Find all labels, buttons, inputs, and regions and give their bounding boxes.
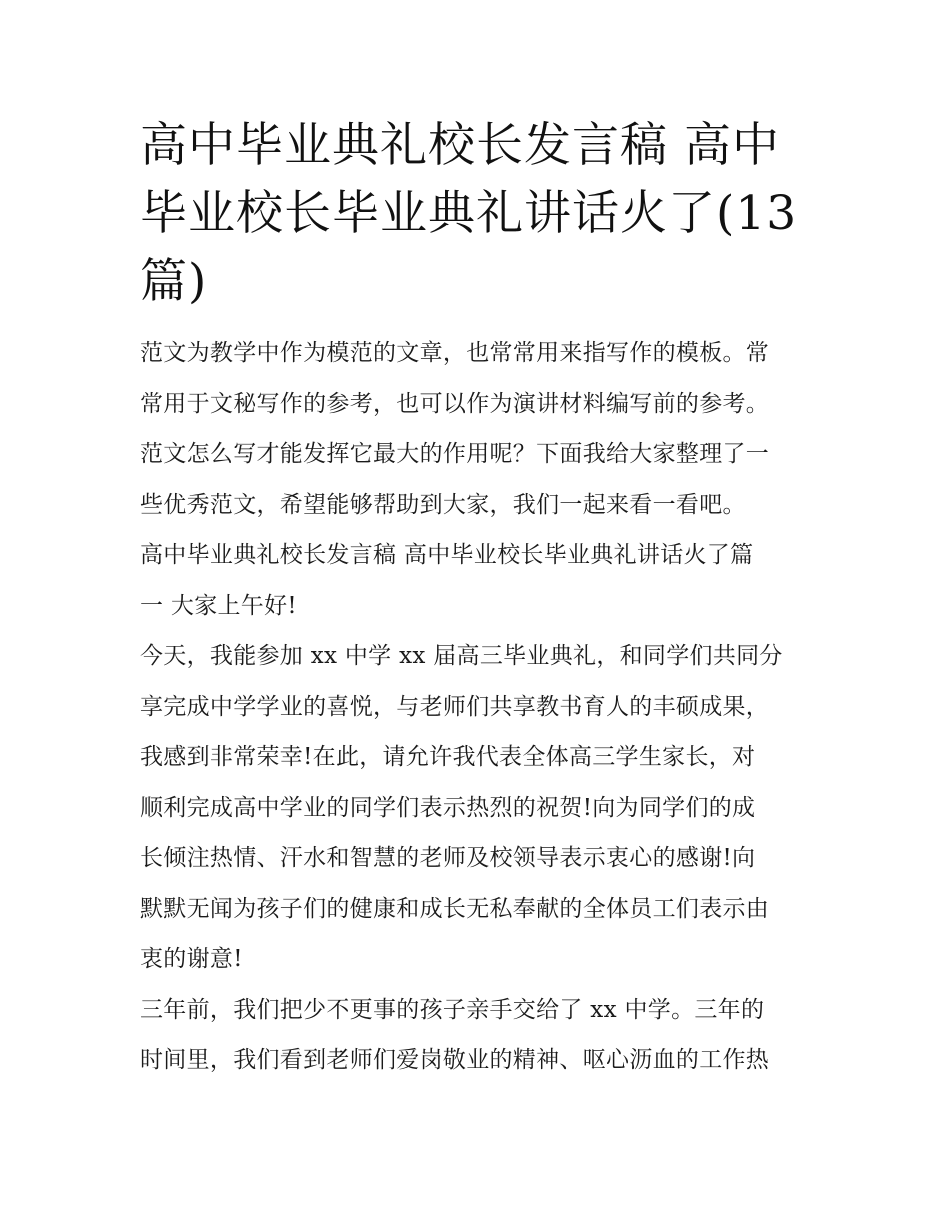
body-line: 享完成中学学业的喜悦，与老师们共享教书育人的丰硕成果，: [140, 693, 770, 720]
body-line: 范文为教学中作为模范的文章，也常常用来指写作的模板。常: [140, 340, 770, 366]
body-line: 时间里，我们看到老师们爱岗敬业的精神、呕心沥血的工作热: [140, 1047, 770, 1073]
body-line: 衷的谢意!: [140, 946, 243, 972]
title-line: 毕业校长毕业典礼讲话火了(13: [140, 186, 798, 241]
body-line: 长倾注热情、汗水和智慧的老师及校领导表示衷心的感谢!向: [140, 845, 756, 871]
document-body: [140, 328, 812, 1086]
body-line: 我感到非常荣幸!在此，请允许我代表全体高三学生家长，对: [140, 744, 756, 770]
body-line: 范文怎么写才能发挥它最大的作用呢？下面我给大家整理了一: [140, 441, 770, 467]
body-line: 常用于文秘写作的参考，也可以作为演讲材料编写前的参考。: [140, 390, 770, 417]
title-line: 高中毕业典礼校长发言稿 高中: [140, 118, 780, 173]
document-title: [140, 112, 812, 316]
title-line: 篇): [140, 254, 208, 309]
body-line: 默默无闻为孩子们的健康和成长无私奉献的全体员工们表示由: [140, 895, 770, 922]
body-line: 些优秀范文，希望能够帮助到大家，我们一起来看一看吧。: [140, 491, 746, 518]
body-line: 今天，我能参加 xx 中学 xx 届高三毕业典礼，和同学们共同分: [140, 643, 783, 669]
body-line: 一 大家上午好!: [140, 592, 297, 619]
document-page: [140, 112, 812, 1086]
body-line: 顺利完成高中学业的同学们表示热烈的祝贺!向为同学们的成: [140, 794, 756, 821]
body-line: 三年前，我们把少不更事的孩子亲手交给了 xx 中学。三年的: [140, 996, 765, 1023]
body-line: 高中毕业典礼校长发言稿 高中毕业校长毕业典礼讲话火了篇: [140, 542, 754, 568]
